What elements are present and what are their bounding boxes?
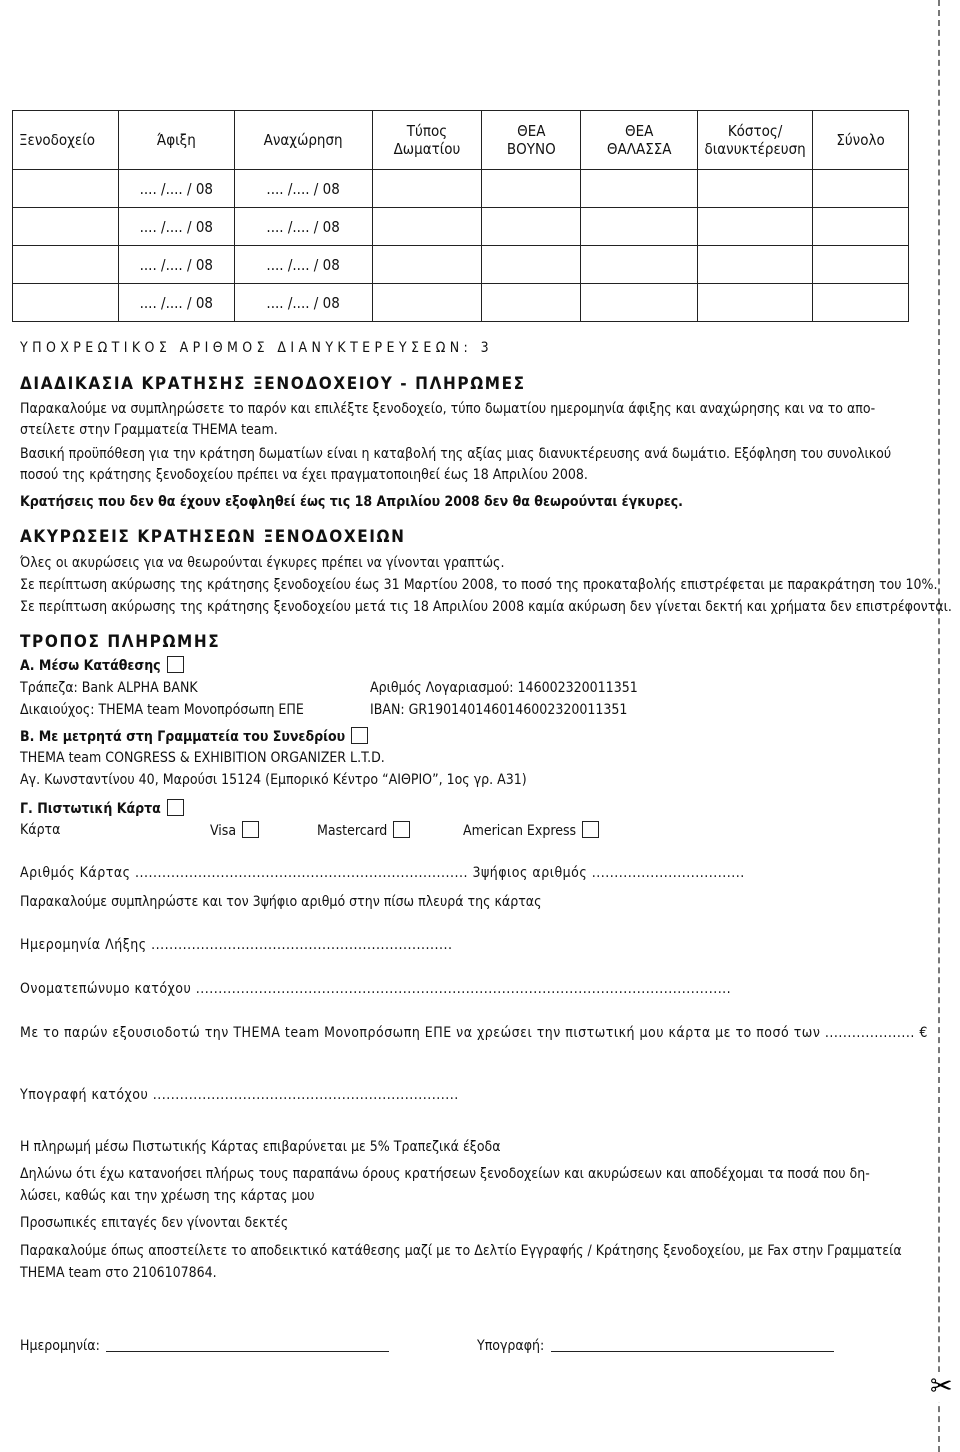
total-cell[interactable]	[813, 246, 909, 284]
holder-name-field[interactable]: Ονοματεπώνυμο κατόχου .......................................................................................................................	[20, 981, 732, 997]
header-total: Σύνολο	[813, 111, 909, 170]
sea-view-cell[interactable]	[581, 208, 698, 246]
header-mountain-view: ΘΕΑ ΒΟΥΝΟ	[482, 111, 581, 170]
cost-cell[interactable]	[698, 246, 813, 284]
deposit-checkbox[interactable]	[167, 656, 184, 673]
total-cell[interactable]	[813, 208, 909, 246]
table-row	[13, 208, 909, 246]
cancellations-heading: ΑΚΥΡΩΣΕΙΣ ΚΡΑΤΗΣΕΩΝ ΞΕΝΟΔΟΧΕΙΩΝ	[20, 527, 406, 547]
hotel-cell[interactable]	[13, 170, 119, 208]
header-departure: Αναχώρηση	[234, 111, 372, 170]
signature-label: Υπογραφή:	[477, 1338, 545, 1354]
procedure-text-line: Παρακαλούμε να συμπληρώσετε το παρόν και επιλέξτε ξενοδοχείο, τύπο δωματίου ημερομηνία άφιξης και αναχώρησης και να το απο-	[20, 401, 876, 417]
organizer-name: THEMA team CONGRESS & EXHIBITION ORGANIZER L.T.D.	[20, 750, 385, 766]
date-label: Ημερομηνία:	[20, 1338, 100, 1354]
room-type-cell[interactable]	[372, 284, 482, 322]
organizer-address: Αγ. Κωνσταντίνου 40, Μαρούσι 15124 (Εμπορικό Κέντρο “ΑΙΘΡΙΟ”, 1ος γρ. Α31)	[20, 772, 527, 788]
fax-note-line: THEMA team στο 2106107864.	[20, 1265, 217, 1281]
cash-label: Β. Με μετρητά στη Γραμματεία του Συνεδρίου	[20, 729, 346, 745]
sea-view-cell[interactable]	[581, 284, 698, 322]
payment-option-card	[20, 799, 184, 819]
account-number: Αριθμός Λογαριασμού: 146002320011351	[370, 680, 638, 696]
procedure-bold-note: Κρατήσεις που δεν θα έχουν εξοφληθεί έως τις 18 Απριλίου 2008 δεν θα θεωρούνται έγκυρες.	[20, 494, 683, 510]
card-number-field[interactable]: Αριθμός Κάρτας .......................................................................... 3ψήφιος αριθμός ..................................	[20, 865, 745, 881]
table-row	[13, 284, 909, 322]
fax-note-line: Παρακαλούμε όπως αποστείλετε το αποδεικτικό κατάθεσης μαζί με το Δελτίο Εγγραφής / Κράτησης ξενοδοχείου, με Fax στην Γραμματεία	[20, 1243, 902, 1259]
header-sea-view: ΘΕΑ ΘΑΛΑΣΣΑ	[581, 111, 698, 170]
cash-checkbox[interactable]	[351, 727, 368, 744]
mastercard-option	[317, 821, 410, 841]
deposit-label: Α. Μέσω Κατάθεσης	[20, 658, 161, 674]
visa-label: Visa	[210, 823, 237, 839]
mountain-view-cell[interactable]	[482, 208, 581, 246]
scissors-icon: ✂	[930, 1369, 953, 1404]
payment-option-cash	[20, 727, 368, 747]
table-row	[13, 246, 909, 284]
room-type-cell[interactable]	[372, 208, 482, 246]
room-type-cell[interactable]	[372, 170, 482, 208]
visa-option	[210, 821, 259, 841]
mountain-view-cell[interactable]	[482, 284, 581, 322]
table-row	[13, 170, 909, 208]
header-arrival: Άφιξη	[118, 111, 234, 170]
amex-label: American Express	[463, 823, 577, 839]
surcharge-note: Η πληρωμή μέσω Πιστωτικής Κάρτας επιβαρύνεται με 5% Τραπεζικά έξοδα	[20, 1139, 501, 1155]
arrival-cell[interactable]: .... /.... / 08	[118, 284, 234, 322]
mastercard-checkbox[interactable]	[393, 821, 410, 838]
signature-line[interactable]	[551, 1351, 834, 1352]
cost-cell[interactable]	[698, 170, 813, 208]
table-header-row	[13, 111, 909, 170]
bank-name: Τράπεζα: Bank ALPHA BANK	[20, 680, 198, 696]
arrival-cell[interactable]: .... /.... / 08	[118, 208, 234, 246]
total-cell[interactable]	[813, 284, 909, 322]
total-cell[interactable]	[813, 170, 909, 208]
amex-checkbox[interactable]	[582, 821, 599, 838]
hotel-cell[interactable]	[13, 246, 119, 284]
declaration-line: λώσει, καθώς και την χρέωση της κάρτας μου	[20, 1188, 315, 1204]
payment-option-deposit	[20, 656, 184, 676]
cost-cell[interactable]	[698, 284, 813, 322]
sea-view-cell[interactable]	[581, 170, 698, 208]
date-signature-line[interactable]	[106, 1351, 389, 1352]
cost-cell[interactable]	[698, 208, 813, 246]
header-room-type: Τύπος Δωματίου	[372, 111, 482, 170]
sea-view-cell[interactable]	[581, 246, 698, 284]
hotel-booking-table	[12, 110, 909, 322]
arrival-cell[interactable]: .... /.... / 08	[118, 246, 234, 284]
amex-option	[463, 821, 599, 841]
hotel-cell[interactable]	[13, 208, 119, 246]
hotel-cell[interactable]	[13, 284, 119, 322]
header-hotel: Ξενοδοχείο	[13, 111, 119, 170]
cvv-note: Παρακαλούμε συμπληρώστε και τον 3ψήφιο αριθμό στην πίσω πλευρά της κάρτας	[20, 894, 542, 910]
departure-cell[interactable]: .... /.... / 08	[234, 208, 372, 246]
departure-cell[interactable]: .... /.... / 08	[234, 246, 372, 284]
cancellation-line: Όλες οι ακυρώσεις για να θεωρούνται έγκυρες πρέπει να γίνονται γραπτώς.	[20, 555, 505, 571]
authorization-amount-field[interactable]: Με το παρών εξουσιοδοτώ την THEMA team Μονοπρόσωπη ΕΠΕ να χρεώσει την πιστωτική μου κάρτα με το ποσό των .................... €	[20, 1025, 928, 1041]
payment-heading: ΤΡΟΠΟΣ ΠΛΗΡΩΜΗΣ	[20, 632, 221, 652]
beneficiary: Δικαιούχος: THEMA team Μονοπρόσωπη ΕΠΕ	[20, 702, 304, 718]
iban: IBAN: GR1901401460146002320011351	[370, 702, 628, 718]
card-checkbox[interactable]	[167, 799, 184, 816]
procedure-text-line: ποσού της κράτησης ξενοδοχείου πρέπει να έχει πραγματοποιηθεί έως 18 Απριλίου 2008.	[20, 467, 588, 483]
procedure-heading: ΔΙΑΔΙΚΑΣΙΑ ΚΡΑΤΗΣΗΣ ΞΕΝΟΔΟΧΕΙΟΥ - ΠΛΗΡΩΜΕΣ	[20, 374, 526, 394]
arrival-cell[interactable]: .... /.... / 08	[118, 170, 234, 208]
card-label: Κάρτα	[20, 822, 61, 838]
visa-checkbox[interactable]	[242, 821, 259, 838]
expiry-field[interactable]: Ημερομηνία Λήξης ...................................................................	[20, 937, 453, 953]
holder-signature-field[interactable]: Υπογραφή κατόχου ....................................................................	[20, 1087, 459, 1103]
personal-checks-note: Προσωπικές επιταγές δεν γίνονται δεκτές	[20, 1215, 289, 1231]
mastercard-label: Mastercard	[317, 823, 388, 839]
cancellation-line: Σε περίπτωση ακύρωσης της κράτησης ξενοδοχείου μετά τις 18 Απριλίου 2008 καμία ακύρωση δεν γίνεται δεκτή και χρήματα δεν επιστρέφονται.	[20, 599, 952, 615]
procedure-text-line: στείλετε στην Γραμματεία THEMA team.	[20, 422, 278, 438]
cancellation-line: Σε περίπτωση ακύρωσης της κράτησης ξενοδοχείου έως 31 Μαρτίου 2008, το ποσό της προκαταβολής επιστρέφεται με παρακράτηση του 10%.	[20, 577, 938, 593]
cut-guide-line	[938, 0, 940, 1452]
mountain-view-cell[interactable]	[482, 246, 581, 284]
mountain-view-cell[interactable]	[482, 170, 581, 208]
header-cost-per-night: Κόστος/ διανυκτέρευση	[698, 111, 813, 170]
card-option-label: Γ. Πιστωτική Κάρτα	[20, 801, 161, 817]
procedure-text-line: Βασική προϋπόθεση για την κράτηση δωματίων είναι η καταβολή της αξίας μιας διανυκτέρευσης ανά δωμάτιο. Εξόφληση του συνολικού	[20, 446, 892, 462]
departure-cell[interactable]: .... /.... / 08	[234, 284, 372, 322]
declaration-line: Δηλώνω ότι έχω κατανοήσει πλήρως τους παραπάνω όρους κρατήσεων ξενοδοχείων και ακυρώσεων και αποδέχομαι τα ποσά που δη-	[20, 1166, 870, 1182]
mandatory-nights: ΥΠΟΧΡΕΩΤΙΚΟΣ ΑΡΙΘΜΟΣ ΔΙΑΝΥΚΤΕΡΕΥΣΕΩΝ: 3	[20, 340, 493, 356]
departure-cell[interactable]: .... /.... / 08	[234, 170, 372, 208]
room-type-cell[interactable]	[372, 246, 482, 284]
